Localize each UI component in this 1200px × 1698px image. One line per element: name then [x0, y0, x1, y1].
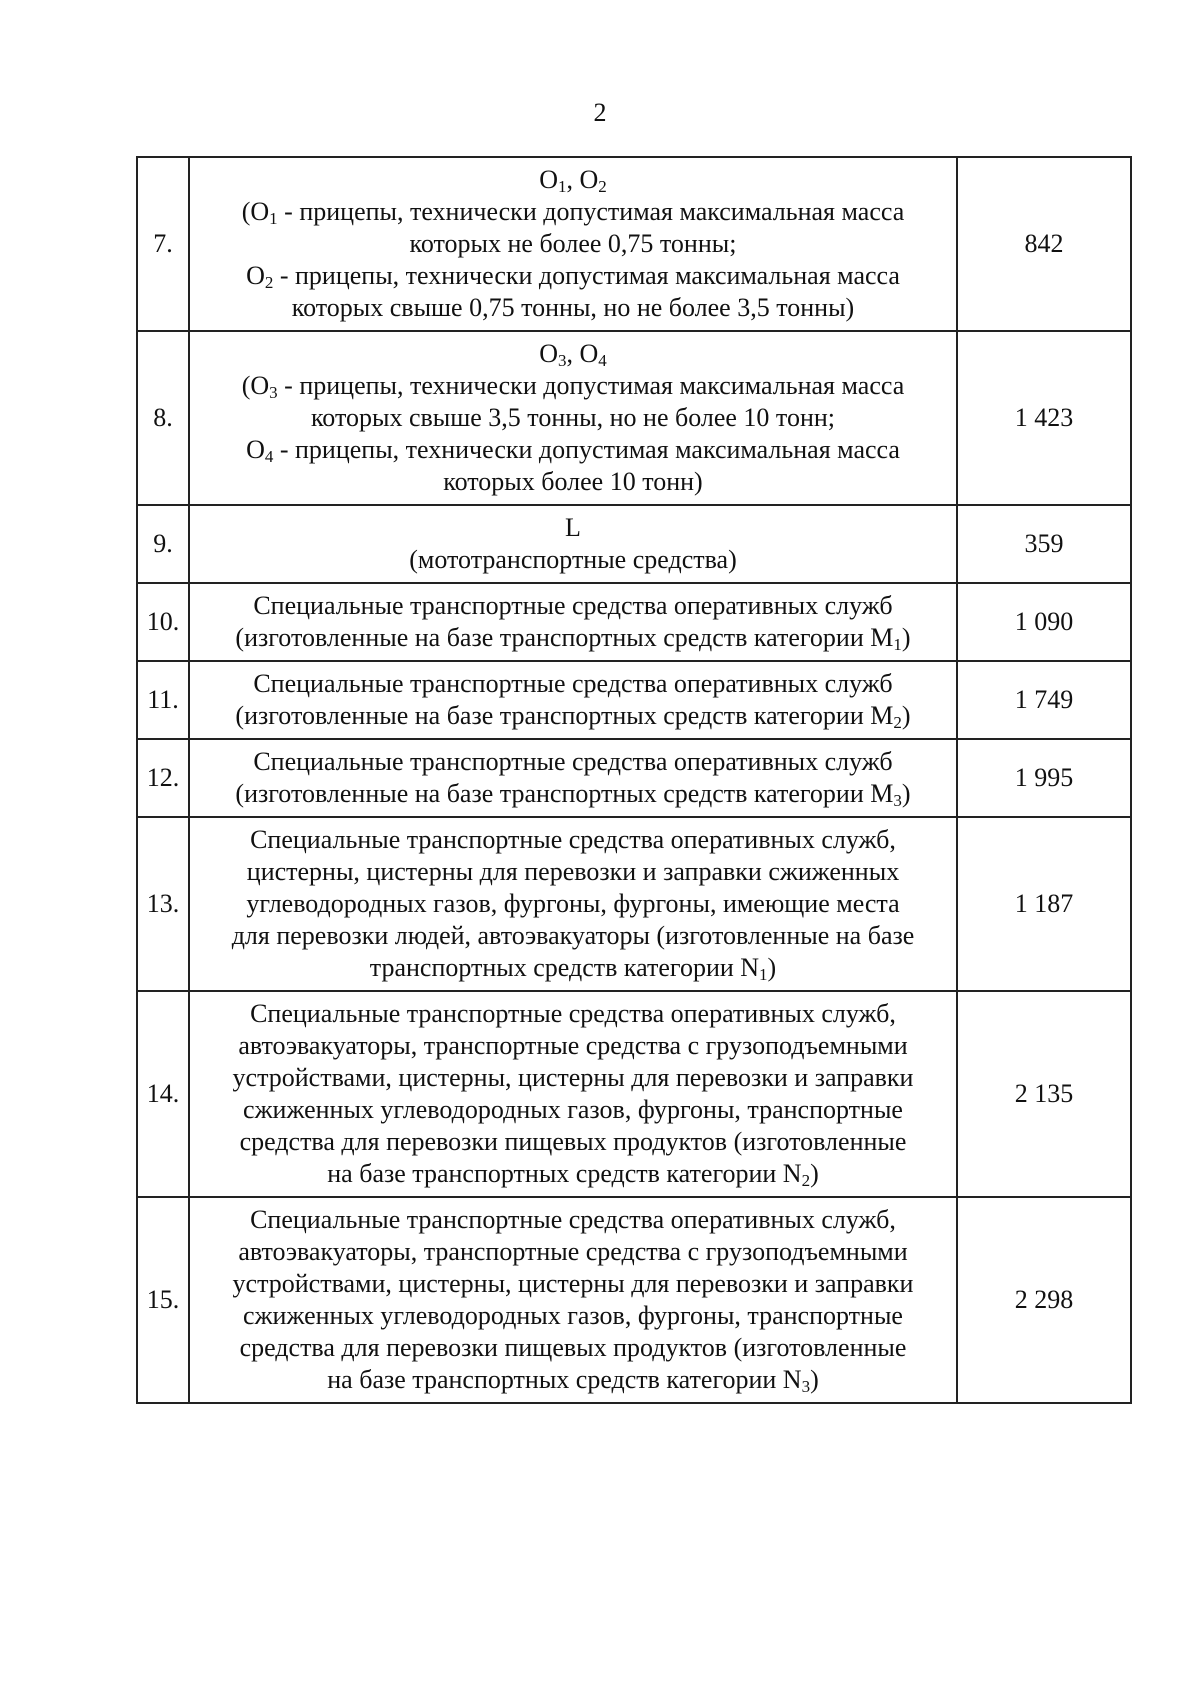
subscript-index: 3: [269, 383, 278, 402]
amount-value: 2 135: [957, 991, 1131, 1197]
description-line: [198, 920, 948, 952]
subscript-index: 1: [893, 635, 902, 654]
amount-value: 2 298: [957, 1197, 1131, 1403]
description-line: [198, 1126, 948, 1158]
text-segment: устройствами, цистерны, цистерны для перевозки и заправки: [232, 1269, 914, 1298]
row-number: 15.: [137, 1197, 189, 1403]
page-number: 2: [593, 98, 607, 127]
description-line: [198, 668, 948, 700]
description-line: [198, 1364, 948, 1396]
text-segment: на базе транспортных средств категории N: [327, 1365, 802, 1394]
text-segment: которых свыше 0,75 тонны, но не более 3,5 тонны): [291, 293, 855, 322]
table-row: [137, 739, 1131, 817]
row-number: 11.: [137, 661, 189, 739]
text-segment: O: [539, 339, 558, 368]
text-segment: транспортных средств категории N: [369, 953, 760, 982]
subscript-index: 2: [893, 713, 902, 732]
description-line: [198, 700, 948, 732]
row-number: 14.: [137, 991, 189, 1197]
text-segment: O: [246, 261, 265, 290]
text-segment: ): [901, 701, 911, 730]
description-line: [198, 888, 948, 920]
text-segment: углеводородных газов, фургоны, фургоны, имеющие места: [246, 889, 900, 918]
text-segment: Специальные транспортные средства оперативных служб,: [250, 1205, 896, 1234]
description-line: [198, 622, 948, 654]
text-segment: Специальные транспортные средства оперативных служб: [253, 747, 893, 776]
description-line: [198, 1268, 948, 1300]
subscript-index: 3: [893, 791, 902, 810]
category-description: [189, 991, 957, 1197]
subscript-index: 1: [759, 965, 768, 984]
subscript-index: 1: [269, 209, 278, 228]
table-body: [137, 157, 1131, 1403]
text-segment: которых свыше 3,5 тонны, но не более 10 тонн;: [311, 403, 835, 432]
text-segment: сжиженных углеводородных газов, фургоны, транспортные: [243, 1095, 903, 1124]
subscript-index: 4: [264, 447, 274, 466]
table-row: [137, 331, 1131, 505]
description-line: [198, 292, 948, 324]
amount-value: 359: [957, 505, 1131, 583]
text-segment: (O: [241, 197, 270, 226]
amount-value: 1 995: [957, 739, 1131, 817]
text-segment: Специальные транспортные средства оперативных служб,: [250, 999, 896, 1028]
category-description: [189, 1197, 957, 1403]
text-segment: Специальные транспортные средства оперативных служб: [253, 591, 893, 620]
text-segment: (изготовленные на базе транспортных средств категории M: [235, 623, 894, 652]
text-segment: (изготовленные на базе транспортных средств категории M: [235, 779, 894, 808]
table-row: [137, 157, 1131, 331]
text-segment: (мототранспортные средства): [409, 545, 737, 574]
text-segment: устройствами, цистерны, цистерны для перевозки и заправки: [232, 1063, 914, 1092]
row-number: 9.: [137, 505, 189, 583]
description-line: [198, 952, 948, 984]
description-line: [198, 1030, 948, 1062]
description-line: [198, 590, 948, 622]
text-segment: - прицепы, технически допустимая максимальная масса: [273, 435, 900, 464]
description-line: [198, 778, 948, 810]
text-segment: - прицепы, технически допустимая максимальная масса: [273, 261, 900, 290]
amount-value: 1 749: [957, 661, 1131, 739]
text-segment: на базе транспортных средств категории N: [327, 1159, 802, 1188]
description-line: [198, 1204, 948, 1236]
text-segment: O: [246, 435, 265, 464]
subscript-index: 2: [264, 273, 274, 292]
text-segment: ): [901, 779, 911, 808]
text-segment: Специальные транспортные средства оперативных служб,: [250, 825, 896, 854]
amount-value: 1 187: [957, 817, 1131, 991]
text-segment: (изготовленные на базе транспортных средств категории M: [235, 701, 894, 730]
text-segment: ): [810, 1159, 819, 1188]
description-line: [198, 466, 948, 498]
text-segment: (O: [241, 371, 270, 400]
text-segment: сжиженных углеводородных газов, фургоны, транспортные: [243, 1301, 903, 1330]
amount-value: 1 423: [957, 331, 1131, 505]
description-line: [198, 746, 948, 778]
description-line: [198, 512, 948, 544]
text-segment: - прицепы, технически допустимая максимальная масса: [277, 197, 905, 226]
category-description: [189, 331, 957, 505]
category-description: [189, 739, 957, 817]
table-row: [137, 661, 1131, 739]
text-segment: L: [565, 513, 581, 542]
text-segment: которых более 10 тонн): [443, 467, 703, 496]
subscript-index: 3: [558, 351, 567, 370]
description-line: [198, 196, 948, 228]
table-row: [137, 1197, 1131, 1403]
text-segment: цистерны, цистерны для перевозки и заправки сжиженных: [246, 857, 900, 886]
table-row: [137, 583, 1131, 661]
amount-value: 1 090: [957, 583, 1131, 661]
text-segment: ): [901, 623, 911, 652]
row-number: 13.: [137, 817, 189, 991]
table-row: [137, 817, 1131, 991]
category-description: [189, 817, 957, 991]
description-line: [198, 164, 948, 196]
text-segment: - прицепы, технически допустимая максимальная масса: [277, 371, 905, 400]
description-line: [198, 402, 948, 434]
description-line: [198, 1062, 948, 1094]
description-line: [198, 998, 948, 1030]
description-line: [198, 1094, 948, 1126]
subscript-index: 2: [801, 1171, 811, 1190]
description-line: [198, 260, 948, 292]
description-line: [198, 434, 948, 466]
text-segment: средства для перевозки пищевых продуктов (изготовленные: [239, 1127, 907, 1156]
table-row: [137, 505, 1131, 583]
text-segment: ): [810, 1365, 819, 1394]
category-description: [189, 157, 957, 331]
tariff-table: [136, 156, 1132, 1404]
row-number: 7.: [137, 157, 189, 331]
row-number: 10.: [137, 583, 189, 661]
amount-value: 842: [957, 157, 1131, 331]
description-line: [198, 856, 948, 888]
subscript-index: 3: [801, 1377, 811, 1396]
description-line: [198, 1300, 948, 1332]
subscript-index: 4: [598, 351, 607, 370]
row-number: 8.: [137, 331, 189, 505]
text-segment: средства для перевозки пищевых продуктов (изготовленные: [239, 1333, 907, 1362]
text-segment: которых не более 0,75 тонны;: [409, 229, 737, 258]
text-segment: для перевозки людей, автоэвакуаторы (изготовленные на базе: [231, 921, 915, 950]
description-line: [198, 1236, 948, 1268]
description-line: [198, 1332, 948, 1364]
row-number: 12.: [137, 739, 189, 817]
text-segment: O: [539, 165, 558, 194]
description-line: [198, 370, 948, 402]
subscript-index: 2: [598, 177, 607, 196]
description-line: [198, 228, 948, 260]
description-line: [198, 824, 948, 856]
text-segment: , O: [566, 165, 599, 194]
category-description: [189, 583, 957, 661]
category-description: [189, 661, 957, 739]
text-segment: Специальные транспортные средства оперативных служб: [253, 669, 893, 698]
text-segment: ): [767, 953, 777, 982]
description-line: [198, 338, 948, 370]
description-line: [198, 544, 948, 576]
table-row: [137, 991, 1131, 1197]
description-line: [198, 1158, 948, 1190]
text-segment: , O: [566, 339, 599, 368]
category-description: [189, 505, 957, 583]
subscript-index: 1: [558, 177, 567, 196]
text-segment: автоэвакуаторы, транспортные средства с грузоподъемными: [238, 1031, 908, 1060]
text-segment: автоэвакуаторы, транспортные средства с грузоподъемными: [238, 1237, 908, 1266]
